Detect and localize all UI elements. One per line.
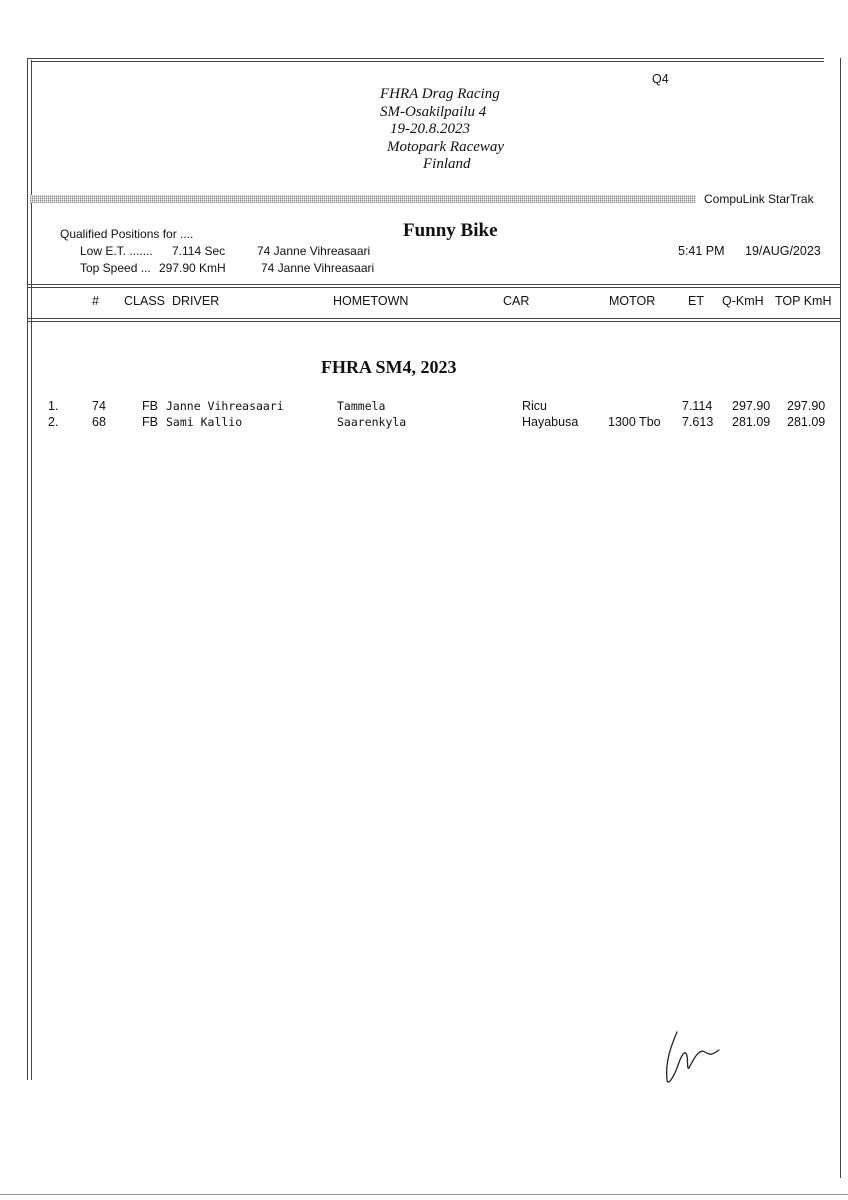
col-num: # [92,294,99,308]
page-code: Q4 [652,72,669,86]
frame-right [840,58,841,1178]
qualified-heading: Qualified Positions for .... [60,227,194,241]
table-row [0,399,848,414]
cell-pos: 1. [48,399,59,413]
cell-class: FB [142,415,158,429]
top-speed-holder: 74 Janne Vihreasaari [261,261,375,275]
col-car: CAR [503,294,530,308]
cell-topkmh: 297.90 [787,399,826,413]
cell-qkmh: 281.09 [732,415,771,429]
low-et-label: Low E.T. ....... [80,244,153,258]
frame-top [27,58,824,59]
system-name: CompuLink StarTrak [704,192,814,206]
cell-qkmh: 297.90 [732,399,771,413]
event-country: Finland [423,156,471,172]
cell-car: Ricu [522,399,548,413]
section-title: FHRA SM4, 2023 [321,357,457,377]
frame-top-inner [31,61,824,62]
report-time: 5:41 PM [678,244,725,258]
cell-car: Hayabusa [522,415,579,429]
frame-left-outer [27,58,28,1080]
event-dates: 19-20.8.2023 [390,121,470,137]
cell-hometown: Saarenkyla [337,415,407,429]
cell-hometown: Tammela [337,399,386,413]
report-date: 19/AUG/2023 [745,244,821,258]
table-row [0,415,848,430]
shaded-separator [30,195,696,203]
cell-et: 7.613 [682,415,714,429]
col-qkmh: Q-KmH [722,294,764,308]
cell-num: 74 [92,399,106,413]
low-et-holder: 74 Janne Vihreasaari [257,244,371,258]
col-motor: MOTOR [609,294,656,308]
cell-num: 68 [92,415,106,429]
bottom-edge-line [0,1194,848,1195]
top-speed-value: 297.90 KmH [159,261,226,275]
col-topkmh: TOP KmH [775,294,832,308]
header-rule-top [27,284,840,285]
col-et: ET [688,294,704,308]
cell-class: FB [142,399,158,413]
col-driver: DRIVER [172,294,220,308]
cell-et: 7.114 [682,399,713,413]
frame-left-inner [31,60,32,1080]
event-title: FHRA Drag Racing [380,86,500,102]
top-speed-label: Top Speed ... [80,261,151,275]
cell-driver: Sami Kallio [166,415,243,429]
signature [655,1028,725,1088]
col-hometown: HOMETOWN [333,294,409,308]
cell-driver: Janne Vihreasaari [166,399,284,413]
event-venue: Motopark Raceway [387,139,505,155]
class-title: Funny Bike [403,220,498,241]
header-rule-bottom2 [27,321,840,322]
cell-topkmh: 281.09 [787,415,826,429]
col-class: CLASS [124,294,165,308]
header-rule-top2 [27,287,840,288]
low-et-value: 7.114 Sec [172,244,226,258]
cell-pos: 2. [48,415,59,429]
cell-motor: 1300 Tbo [608,415,661,429]
event-round: SM-Osakilpailu 4 [380,104,487,120]
header-rule-bottom [27,318,840,319]
